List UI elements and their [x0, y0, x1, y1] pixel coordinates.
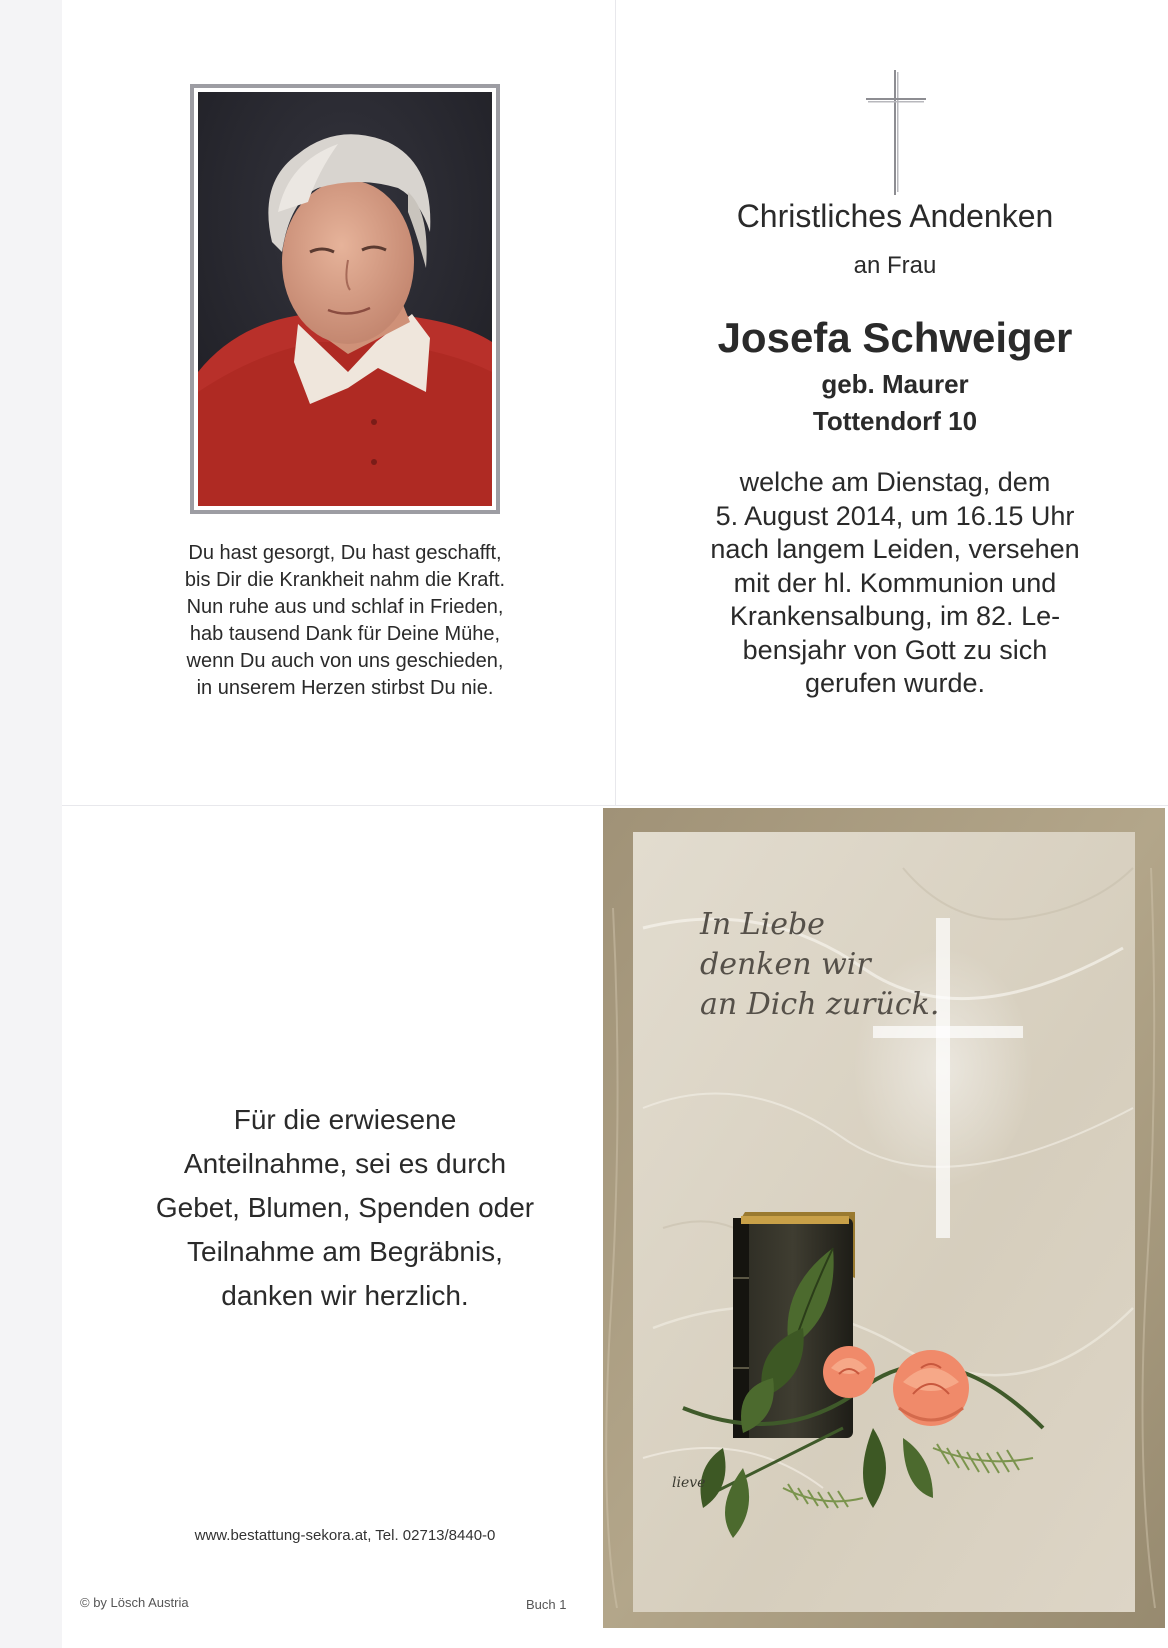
death-notice-line: mit der hl. Kommunion und — [733, 567, 1057, 598]
caption-line: denken wir — [700, 947, 871, 982]
poem-line: Nun ruhe aus und schlaf in Frieden, — [186, 596, 504, 618]
poem-line: wenn Du auch von uns geschieden, — [186, 650, 504, 672]
copyright: © by Lösch Austria — [80, 1595, 189, 1610]
portrait-frame — [190, 84, 500, 514]
cross-icon — [866, 70, 926, 195]
poem — [110, 540, 580, 702]
death-notice-line: gerufen wurde. — [804, 668, 986, 698]
deceased-name: Josefa Schweiger — [717, 314, 1073, 361]
portrait-photo — [198, 92, 492, 506]
death-notice-line: welche am Dienstag, dem — [739, 467, 1051, 497]
horizontal-fold — [62, 805, 1168, 806]
salutation: an Frau — [853, 252, 937, 279]
thanks-line: Für die erwiesene — [233, 1104, 457, 1135]
birth-name: geb. Maurer — [821, 369, 969, 399]
death-notice-line: Krankensalbung, im 82. Le- — [729, 601, 1061, 631]
thanks-line: Gebet, Blumen, Spenden oder — [155, 1192, 535, 1223]
thanks-line: Teilnahme am Begräbnis, — [187, 1236, 503, 1267]
address: Tottendorf 10 — [812, 406, 978, 436]
death-notice-line: nach langem Leiden, versehen — [710, 534, 1080, 564]
vertical-fold — [615, 0, 616, 805]
poem-line: bis Dir die Krankheit nahm die Kraft. — [184, 569, 506, 591]
poem-line: hab tausend Dank für Deine Mühe, — [189, 623, 501, 645]
design-code: Buch 1 — [526, 1597, 567, 1612]
heading-andenken: Christliches Andenken — [736, 198, 1054, 234]
picture-caption — [700, 905, 1000, 1025]
thanks-line: danken wir herzlich. — [221, 1280, 469, 1311]
caption-line: an Dich zurück. — [700, 987, 940, 1022]
death-notice — [640, 466, 1150, 701]
thanks-line: Anteilnahme, sei es durch — [183, 1148, 507, 1179]
thanks-text — [110, 1098, 580, 1318]
poem-line: Du hast gesorgt, Du hast geschafft, — [188, 542, 502, 564]
poem-line: in unserem Herzen stirbst Du nie. — [196, 677, 494, 699]
funeral-home-contact: www.bestattung-sekora.at, Tel. 02713/8440-0 — [194, 1527, 496, 1544]
death-notice-line: bensjahr von Gott zu sich — [742, 634, 1048, 665]
caption-line: In Liebe — [700, 907, 825, 942]
artist-signature: lieve — [672, 1475, 706, 1491]
death-notice-line: 5. August 2014, um 16.15 Uhr — [715, 500, 1075, 531]
